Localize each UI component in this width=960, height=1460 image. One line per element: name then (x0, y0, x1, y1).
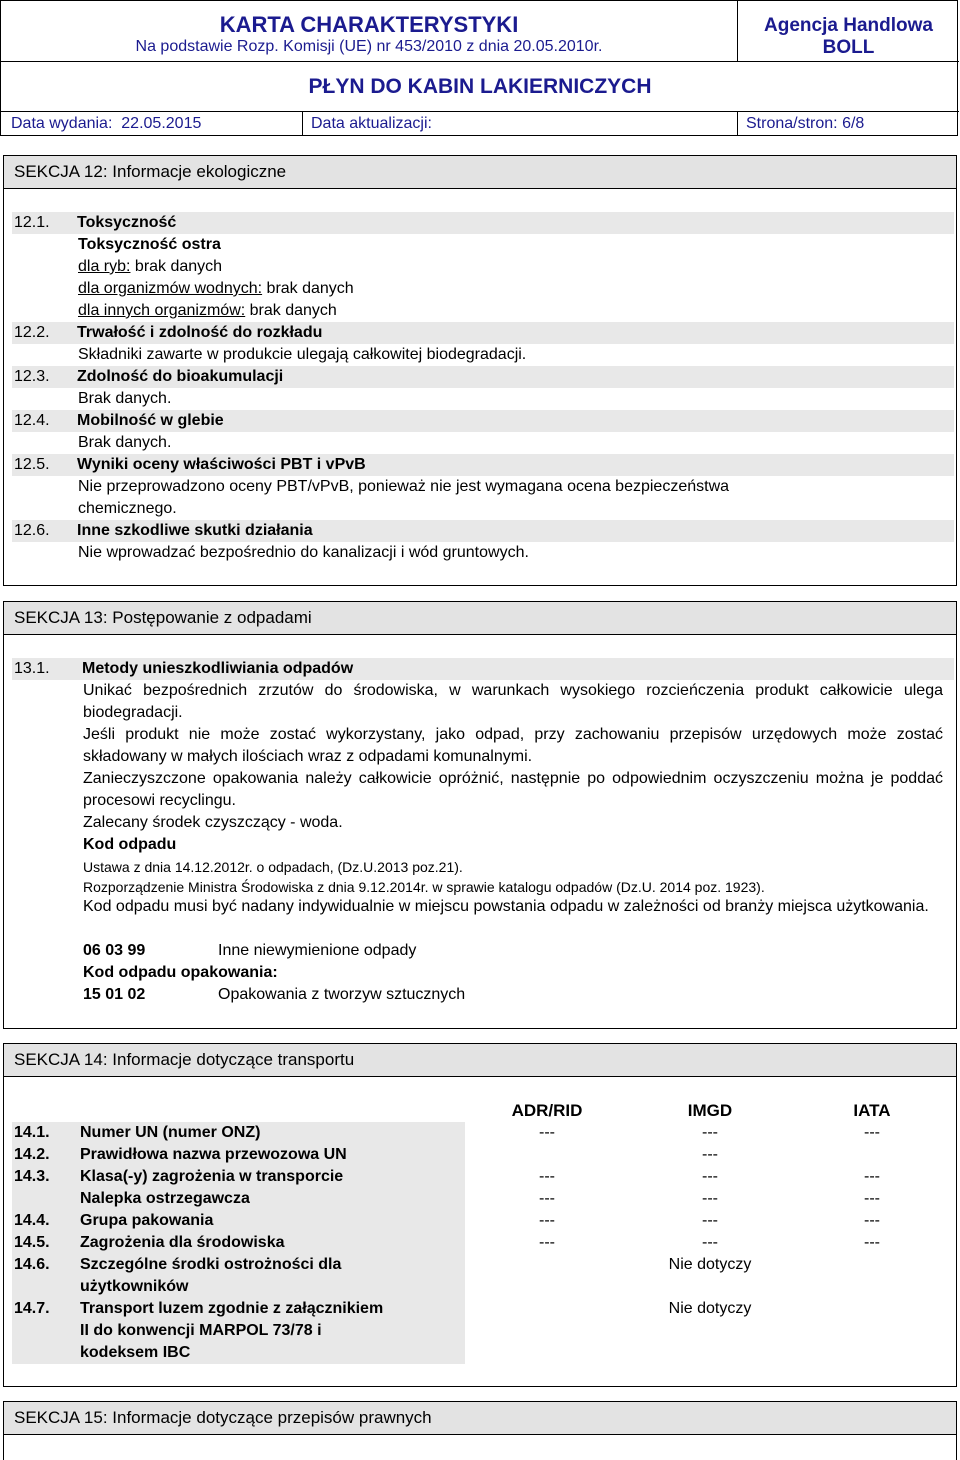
header-meta-row (1, 111, 959, 136)
section-15-body (3, 1435, 957, 1460)
transport-cell-adr-rid: --- (539, 1190, 555, 1207)
document-title: KARTA CHARAKTERYSTYKI (219, 12, 519, 37)
company-name: Agencja Handlowa BOLL (764, 15, 933, 58)
transport-cell-imgd: --- (702, 1234, 718, 1251)
transport-row-14-7-value: Nie dotyczy (668, 1300, 752, 1317)
transport-cell-iata: --- (864, 1212, 880, 1229)
section-13-title: SEKCJA 13: Postępowanie z odpadami (3, 601, 957, 635)
transport-cell-adr-rid: --- (539, 1212, 555, 1229)
transport-row-number: 14.3. (14, 1168, 50, 1185)
document-header (0, 0, 958, 136)
transport-cell-adr-rid: --- (539, 1168, 555, 1185)
transport-row-14-6: 14.6. Szczególne środki ostrożności dla użytkowników (12, 1254, 465, 1298)
transport-row-label: Nalepka ostrzegawcza (80, 1190, 250, 1207)
item-12-3-text: Brak danych. (78, 390, 172, 407)
transport-row-number: 14.1. (14, 1124, 50, 1141)
section-12-title: SEKCJA 12: Informacje ekologiczne (3, 155, 957, 189)
item-12-2-header: 12.2. Trwałość i zdolność do rozkładu (12, 322, 954, 344)
transport-cell-iata: --- (864, 1168, 880, 1185)
waste-paragraph-3: Zanieczyszczone opakowania należy całkowicie opróżnić, następnie po odpowiednim oczyszczeniu można je poddać procesowi recyclingu. (83, 770, 943, 809)
transport-row-number: 14.5. (14, 1234, 50, 1251)
transport-cell-iata: --- (864, 1124, 880, 1141)
update-date: Data aktualizacji: (302, 112, 737, 136)
section-14-title: SEKCJA 14: Informacje dotyczące transportu (3, 1043, 957, 1077)
packaging-code-heading: Kod odpadu opakowania: (83, 964, 278, 981)
toxicity-fish: dla ryb: brak danych (78, 258, 223, 275)
item-12-3-header: 12.3. Zdolność do bioakumulacji (12, 366, 954, 388)
item-12-4-text: Brak danych. (78, 434, 172, 451)
waste-code-2: 15 01 02 Opakowania z tworzyw sztucznych (83, 986, 466, 1003)
transport-row (12, 1144, 465, 1166)
transport-row-number: 14.2. (14, 1146, 50, 1163)
waste-code-1: 06 03 99 Inne niewymienione odpady (83, 942, 417, 959)
issue-date: Data wydania: 22.05.2015 (11, 115, 202, 132)
transport-row-label: Prawidłowa nazwa przewozowa UN (80, 1146, 347, 1163)
waste-paragraph-4: Zalecany środek czyszczący - woda. (83, 814, 343, 831)
regulation-subtitle: Na podstawie Rozp. Komisji (UE) nr 453/2010 z dnia 20.05.2010r. (135, 38, 603, 55)
section-15-title: SEKCJA 15: Informacje dotyczące przepisów prawnych (3, 1401, 957, 1435)
item-12-5-header: 12.5. Wyniki oceny właściwości PBT i vPvB (12, 454, 954, 476)
transport-row-label: Zagrożenia dla środowiska (80, 1234, 285, 1251)
toxicity-aquatic: dla organizmów wodnych: brak danych (78, 280, 354, 297)
transport-cell-iata: --- (864, 1190, 880, 1207)
transport-row-label: Klasa(-y) zagrożenia w transporcie (80, 1168, 344, 1185)
item-12-5-text-line2: chemicznego. (78, 500, 177, 517)
waste-code-heading: Kod odpadu (83, 836, 177, 853)
page-counter: Strona/stron: 6/8 (737, 112, 959, 136)
transport-cell-imgd: --- (702, 1168, 718, 1185)
waste-paragraph-1: Unikać bezpośrednich zrzutów do środowiska, w warunkach wysokiego rozcieńczenia produkt całkowicie ulega biodegradacji. (83, 682, 943, 721)
product-name: PŁYN DO KABIN LAKIERNICZYCH (1, 61, 959, 111)
transport-cell-imgd: --- (702, 1146, 718, 1163)
waste-paragraph-2: Jeśli produkt nie może zostać wykorzystany, jako odpad, przy zachowaniu przepisów urzędowych może zostać składowany w małych ilościach wraz z odpadami komunalnymi. (83, 726, 943, 765)
transport-row-label: Grupa pakowania (80, 1212, 214, 1229)
transport-cell-adr-rid: --- (539, 1124, 555, 1141)
waste-paragraph-5: Kod odpadu musi być nadany indywidualnie w miejscu powstania odpadu w zależności od branży miejsca użytkowania. (83, 898, 929, 915)
toxicity-other: dla innych organizmów: brak danych (78, 302, 337, 319)
transport-row-14-6-value: Nie dotyczy (668, 1256, 752, 1273)
transport-row (12, 1166, 465, 1188)
header-title-block (1, 1, 737, 61)
acute-toxicity-heading: Toksyczność ostra (78, 236, 221, 253)
transport-cell-imgd: --- (702, 1212, 718, 1229)
transport-row (12, 1210, 465, 1232)
transport-row-number: 14.4. (14, 1212, 50, 1229)
waste-law-reference-1: Ustawa z dnia 14.12.2012r. o odpadach, (Dz.U.2013 poz.21). (83, 859, 463, 875)
column-adr-rid: ADR/RID (511, 1101, 583, 1120)
item-12-4-header: 12.4. Mobilność w glebie (12, 410, 954, 432)
column-iata: IATA (853, 1101, 891, 1120)
transport-row (12, 1232, 465, 1254)
transport-cell-adr-rid: --- (539, 1234, 555, 1251)
transport-cell-imgd: --- (702, 1124, 718, 1141)
transport-row (12, 1122, 465, 1144)
item-12-2-text: Składniki zawarte w produkcie ulegają całkowitej biodegradacji. (78, 346, 527, 363)
company-block (737, 1, 959, 61)
column-imgd: IMGD (687, 1101, 733, 1120)
transport-cell-imgd: --- (702, 1190, 718, 1207)
transport-row-label: Numer UN (numer ONZ) (80, 1124, 261, 1141)
item-12-6-text: Nie wprowadzać bezpośrednio do kanalizacji i wód gruntowych. (78, 544, 529, 561)
waste-law-reference-2: Rozporządzenie Ministra Środowiska z dnia 9.12.2014r. w sprawie katalogu odpadów (Dz.U. 2014 poz. 1923). (83, 879, 765, 895)
item-12-6-header: 12.6. Inne szkodliwe skutki działania (12, 520, 954, 542)
transport-row (12, 1188, 465, 1210)
transport-row-14-7: 14.7. Transport luzem zgodnie z załącznikiem II do konwencji MARPOL 73/78 i kodeksem IBC (12, 1298, 465, 1364)
item-12-1-header: 12.1. Toksyczność (12, 212, 954, 234)
item-13-1-header: 13.1. Metody unieszkodliwiania odpadów (12, 658, 954, 680)
item-12-5-text-line1: Nie przeprowadzono oceny PBT/vPvB, ponieważ nie jest wymagana ocena bezpieczeństwa (78, 478, 730, 495)
transport-cell-iata: --- (864, 1234, 880, 1251)
